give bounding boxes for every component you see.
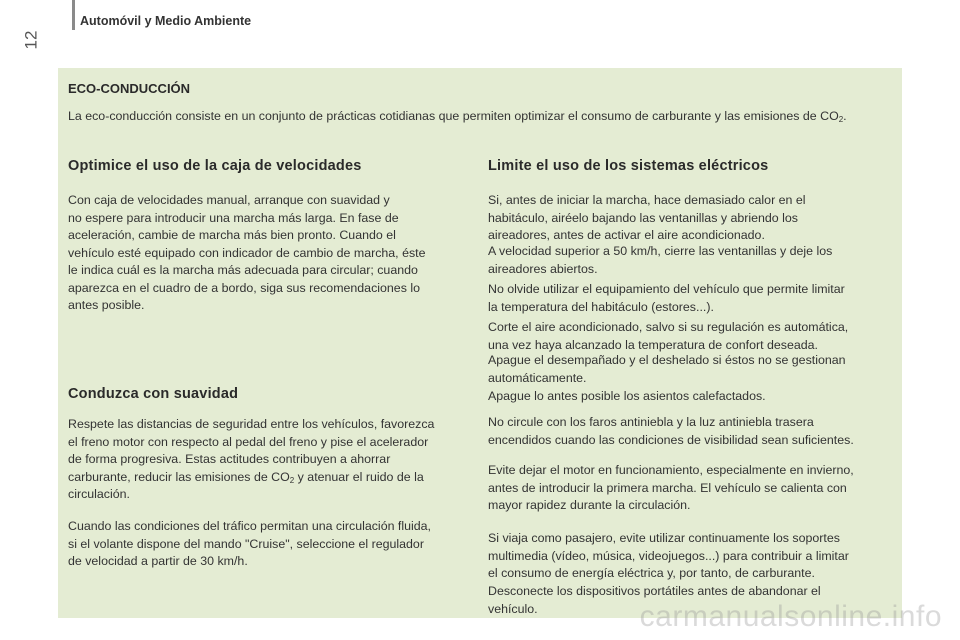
electric-paragraph [488, 192, 893, 245]
electric-title: Limite el uso de los sistemas eléctricos [488, 158, 769, 174]
page-number: 12 [21, 30, 41, 50]
smooth-line: y atenuar el ruido de la [294, 469, 424, 484]
electric-line: habitáculo, airéelo bajando las ventanillas y abriendo los [488, 210, 798, 225]
smooth-line: Cuando las condiciones del tráfico permitan una circulación fluida, [68, 519, 431, 533]
electric-line: Corte el aire acondicionado, salvo si su regulación es automática, [488, 320, 849, 334]
electric-paragraph [488, 414, 893, 449]
gears-line: vehículo esté equipado con indicador de cambio de marcha, éste [68, 245, 426, 260]
electric-line: aireadores, antes de activar el aire acondicionado. [488, 228, 765, 242]
gears-title: Optimice el uso de la caja de velocidades [68, 158, 362, 174]
electric-paragraph [488, 530, 893, 583]
smooth-title: Conduzca con suavidad [68, 386, 239, 402]
gears-line: no espere para introducir una marcha más larga. En fase de [68, 210, 399, 225]
electric-paragraph [488, 462, 893, 515]
gears-line: antes posible. [68, 298, 145, 312]
header-title: Automóvil y Medio Ambiente [80, 14, 252, 28]
gears-line: Con caja de velocidades manual, arranque con suavidad y [68, 193, 390, 207]
smooth-line: de forma progresiva. Estas actitudes contribuyen a ahorrar [68, 452, 391, 466]
electric-line: Desconecte los dispositivos portátiles antes de abandonar el [488, 584, 821, 598]
electric-line: Si, antes de iniciar la marcha, hace demasiado calor en el [488, 193, 806, 207]
header-accent-bar [72, 0, 75, 30]
watermark: carmanualsonline.info [639, 600, 942, 633]
electric-line: mayor rapidez durante la circulación. [488, 498, 691, 512]
eco-intro-sub: 2 [838, 115, 844, 124]
eco-intro-text: La eco-conducción consiste en un conjunto de prácticas cotidianas que permiten optimizar el consumo de carburante y las emisiones de CO [68, 109, 839, 123]
electric-line: automáticamente. [488, 370, 587, 385]
electric-line: Apague lo antes posible los asientos calefactados. [488, 389, 766, 403]
electric-paragraph [488, 319, 893, 354]
electric-line: encendidos cuando las condiciones de visibilidad sean suficientes. [488, 432, 854, 447]
gears-line: aparezca en el cuadro de a bordo, siga sus recomendaciones lo [68, 280, 420, 295]
electric-line: el consumo de energía eléctrica y, por tanto, de carburante. [488, 566, 815, 580]
eco-intro [68, 108, 898, 126]
electric-line: A velocidad superior a 50 km/h, cierre las ventanillas y deje los [488, 244, 833, 258]
electric-paragraph [488, 352, 893, 387]
eco-title: ECO-CONDUCCIÓN [68, 81, 191, 96]
electric-line: vehículo. [488, 601, 538, 616]
smooth-co-sub: 2 [289, 475, 295, 485]
smooth-line: carburante, reducir las emisiones de CO [68, 469, 290, 484]
electric-line: multimedia (vídeo, música, videojuegos...) para contribuir a limitar [488, 548, 849, 563]
electric-line: Si viaja como pasajero, evite utilizar continuamente los soportes [488, 531, 840, 545]
smooth-line: Respete las distancias de seguridad entre los vehículos, favorezca [68, 417, 435, 431]
eco-intro-end: . [843, 109, 847, 123]
smooth-line: circulación. [68, 487, 130, 501]
gears-paragraph [68, 192, 476, 315]
smooth-paragraph-1 [68, 416, 476, 504]
smooth-line: si el volante dispone del mando "Cruise", seleccione el regulador [68, 536, 424, 551]
electric-line: la temperatura del habitáculo (estores...). [488, 299, 714, 314]
electric-line: aireadores abiertos. [488, 261, 598, 276]
electric-line: una vez haya alcanzado la temperatura de confort deseada. [488, 337, 818, 352]
electric-paragraph [488, 281, 893, 316]
electric-paragraph [488, 243, 893, 278]
electric-line: Apague el desempañado y el deshelado si éstos no se gestionan [488, 353, 846, 367]
smooth-paragraph-2 [68, 518, 476, 571]
electric-line: No circule con los faros antiniebla y la luz antiniebla trasera [488, 415, 814, 429]
electric-line: antes de introducir la primera marcha. El vehículo se calienta con [488, 480, 847, 495]
smooth-line: de velocidad a partir de 30 km/h. [68, 554, 248, 568]
electric-line: No olvide utilizar el equipamiento del vehículo que permite limitar [488, 282, 845, 296]
gears-line: aceleración, cambie de marcha más bien pronto. Cuando el [68, 228, 396, 242]
gears-line: le indica cuál es la marcha más adecuada para circular; cuando [68, 263, 418, 277]
electric-line: Evite dejar el motor en funcionamiento, especialmente en invierno, [488, 463, 854, 477]
smooth-line: el freno motor con respecto al pedal del freno y pise el acelerador [68, 434, 429, 449]
electric-paragraph [488, 388, 893, 406]
